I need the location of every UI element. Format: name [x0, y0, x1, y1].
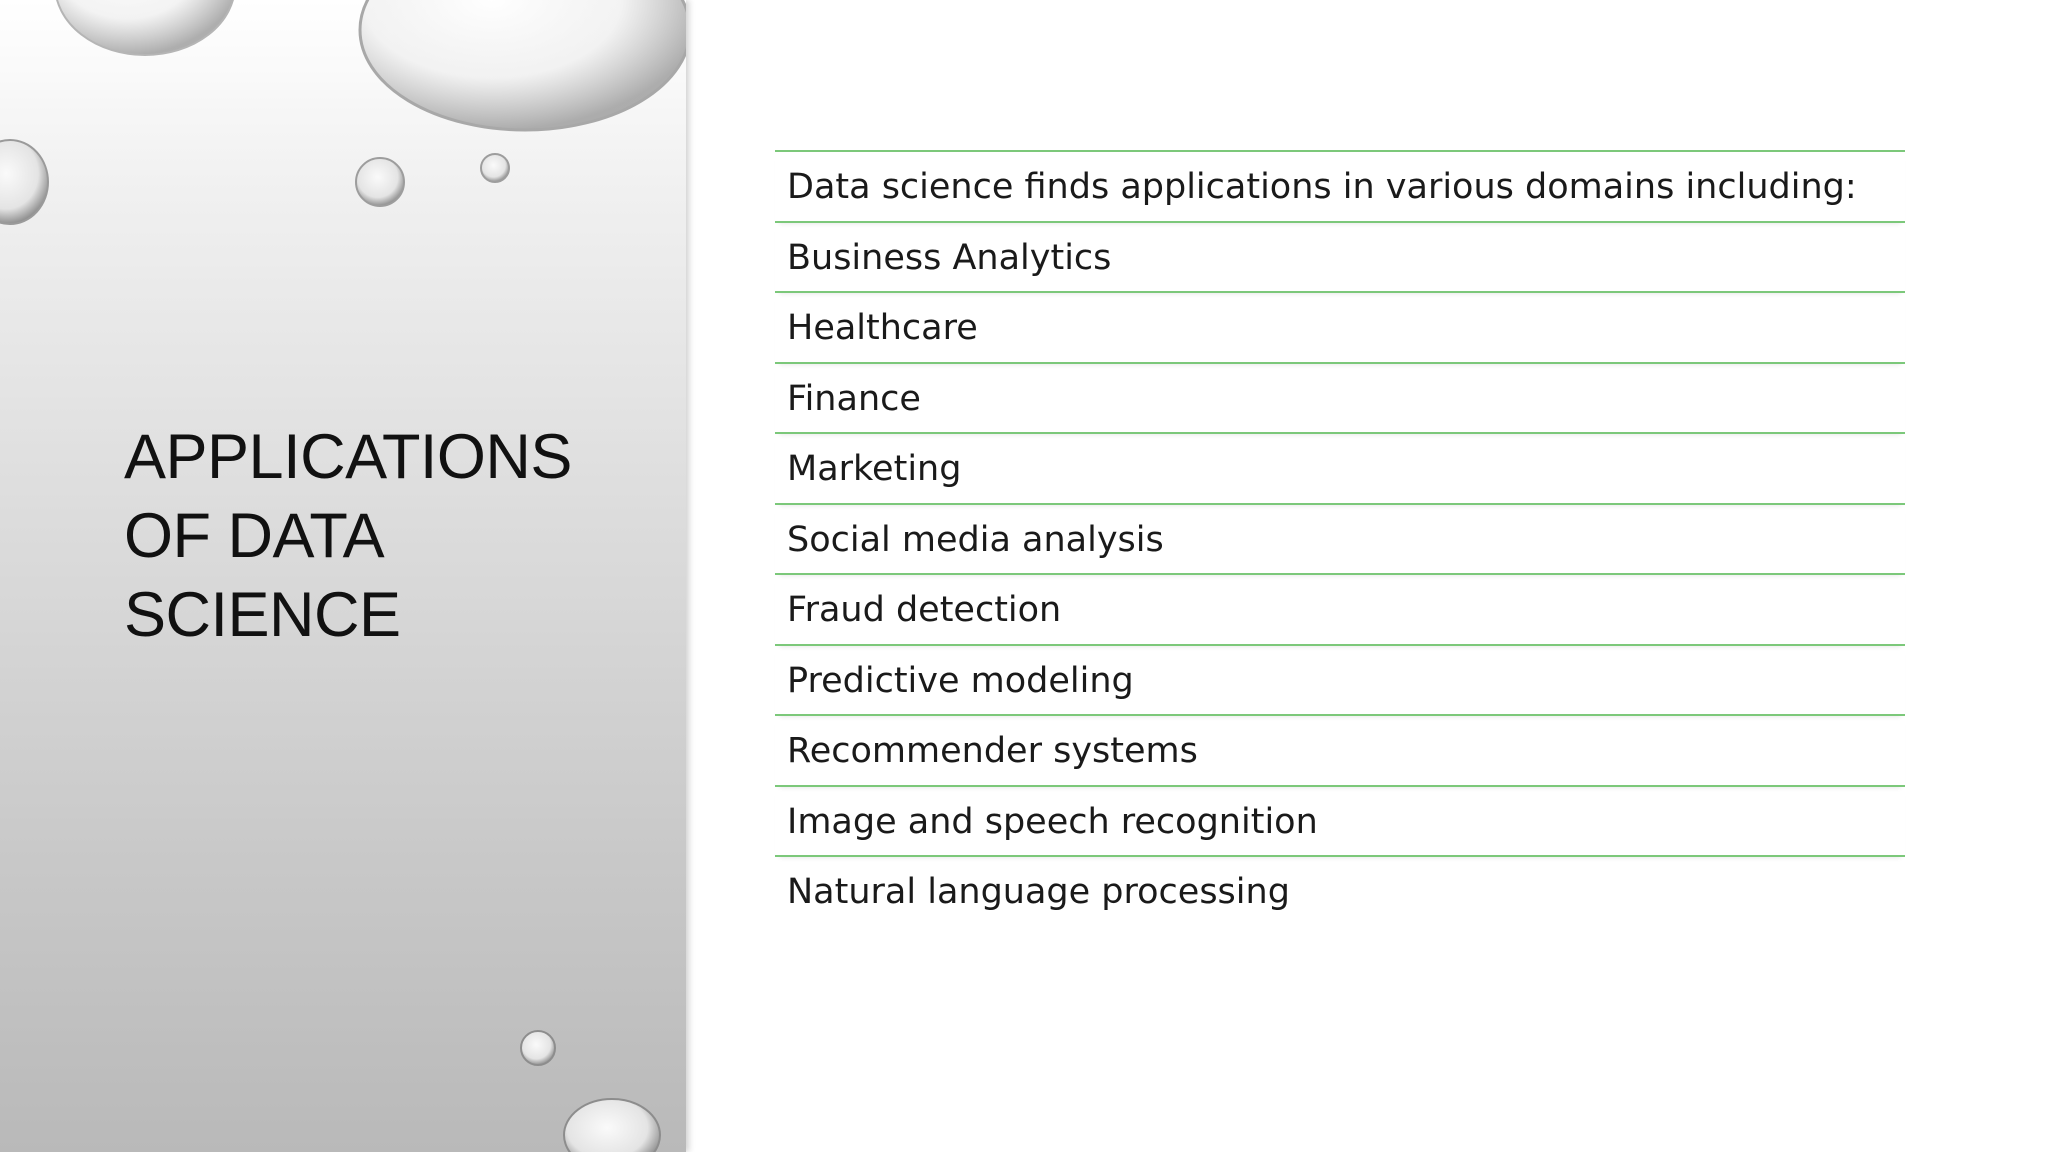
title-panel: [0, 0, 686, 1152]
water-drop: [356, 158, 404, 206]
applications-list: [775, 150, 1905, 926]
water-drop: [564, 1099, 660, 1152]
water-drop: [481, 154, 509, 182]
water-drop: [521, 1031, 555, 1065]
list-item: Healthcare: [775, 293, 1905, 364]
list-item: Fraud detection: [775, 575, 1905, 646]
list-item: Natural language processing: [787, 872, 1290, 912]
water-drop: [55, 0, 235, 55]
list-item: Marketing: [775, 434, 1905, 505]
water-drop: [0, 140, 48, 224]
list-item: Social media analysis: [775, 505, 1905, 576]
list-item: Data science finds applications in various domains including:: [775, 152, 1905, 223]
list-item: Finance: [775, 364, 1905, 435]
slide-title: APPLICATIONS OF DATA SCIENCE: [124, 422, 572, 650]
list-item: Predictive modeling: [775, 646, 1905, 717]
list-item: Recommender systems: [775, 716, 1905, 787]
list-item: Business Analytics: [775, 223, 1905, 294]
list-item: Image and speech recognition: [775, 787, 1905, 858]
water-drop: [360, 0, 686, 130]
